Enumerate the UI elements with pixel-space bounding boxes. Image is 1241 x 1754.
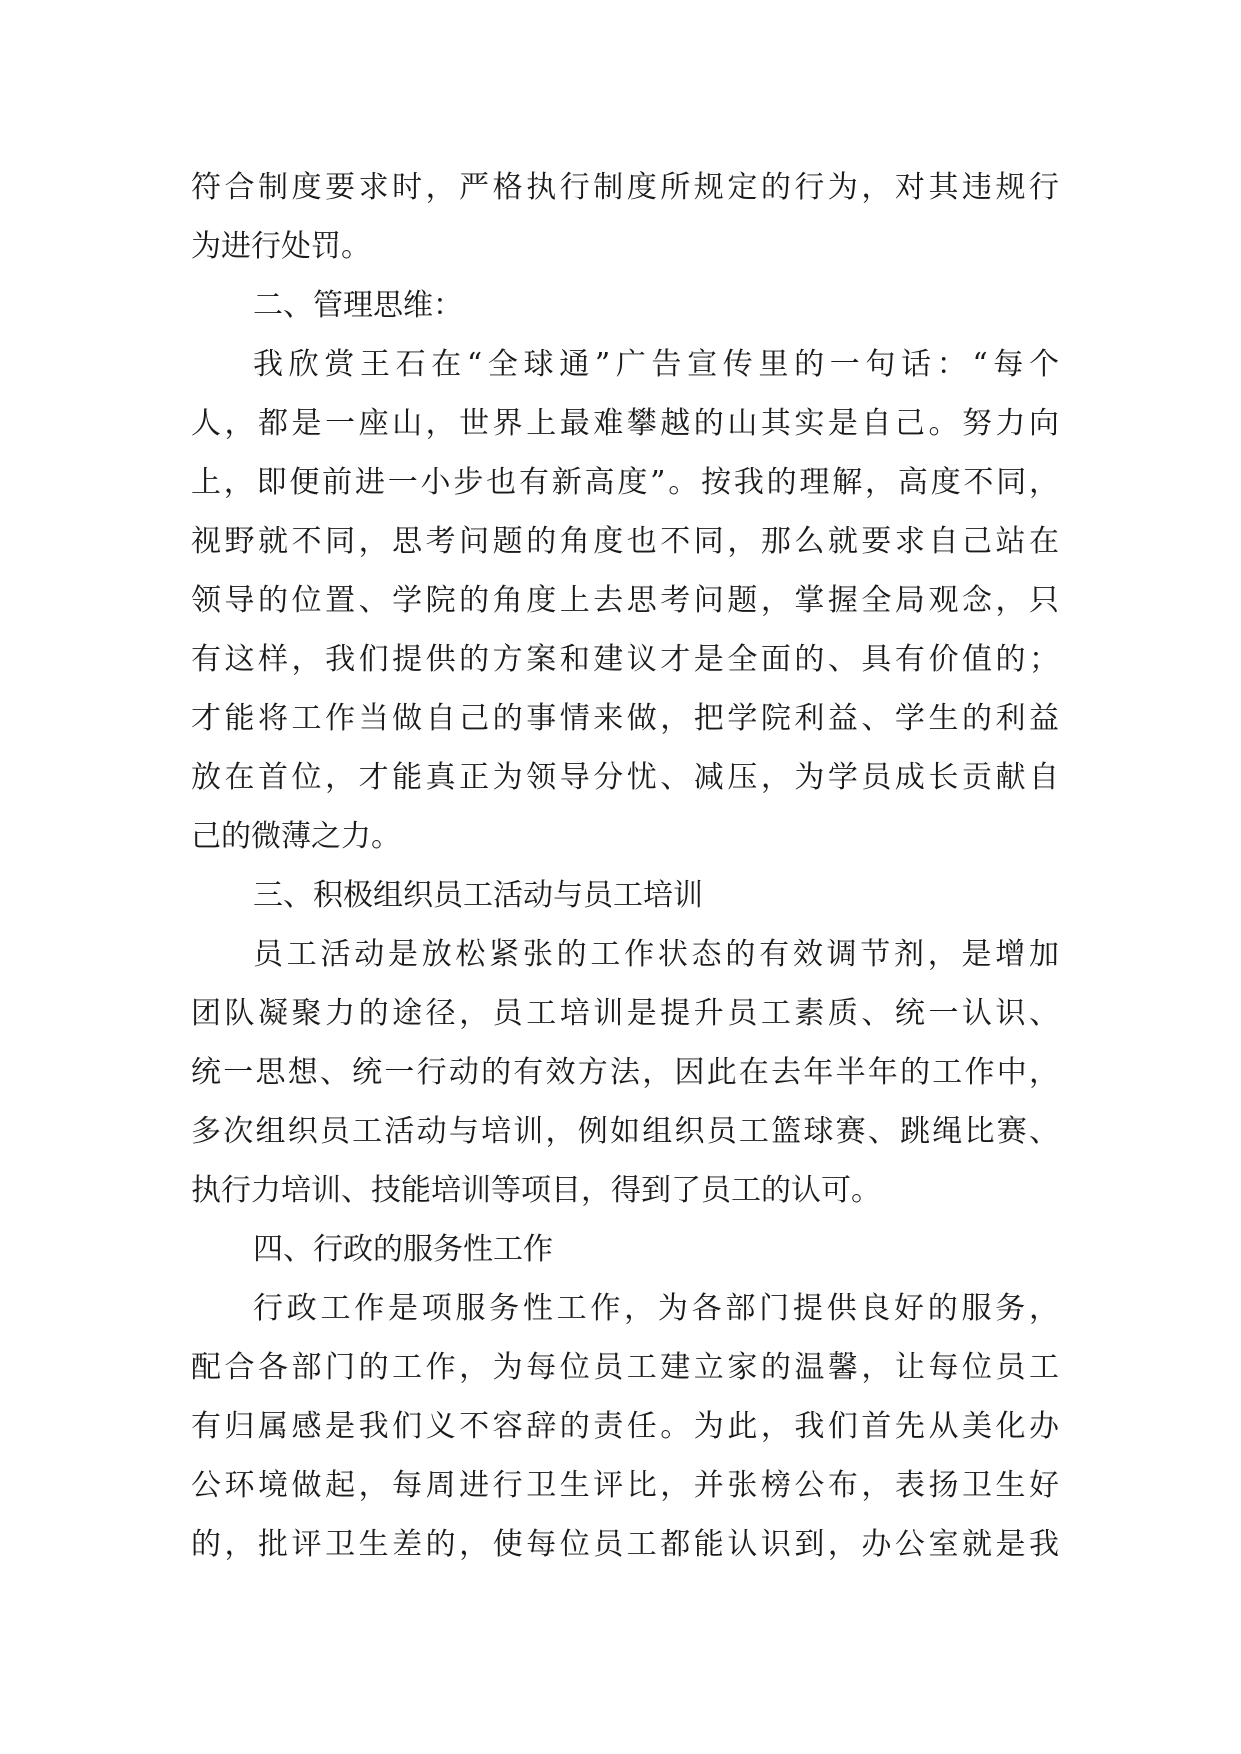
text-line: 公环境做起，每周进行卫生评比，并张榜公布，表扬卫生好 (191, 1468, 1059, 1503)
text-line: 执行力培训、技能培训等项目，得到了员工的认可。 (191, 1173, 881, 1208)
text-line: 统一思想、统一行动的有效方法，因此在去年半年的工作中， (191, 1055, 1059, 1090)
text-line: 团队凝聚力的途径，员工培训是提升员工素质、统一认识、 (191, 996, 1059, 1031)
text-line: 符合制度要求时，严格执行制度所规定的行为，对其违规行 (191, 170, 1059, 205)
text-line: 我欣赏王石在“全球通”广告宣传里的一句话：“每个 (253, 347, 1059, 382)
text-line: 放在首位，才能真正为领导分忧、减压，为学员成长贡献自 (191, 760, 1059, 795)
document-body (191, 158, 1059, 1574)
text-line: 己的微薄之力。 (191, 819, 401, 854)
text-line: 才能将工作当做自己的事情来做，把学院利益、学生的利益 (191, 701, 1059, 736)
text-line: 为进行处罚。 (191, 229, 371, 264)
text-line: 配合各部门的工作，为每位员工建立家的温馨，让每位员工 (191, 1350, 1059, 1385)
text-line: 的，批评卫生差的，使每位员工都能认识到，办公室就是我 (191, 1527, 1059, 1562)
text-line: 行政工作是项服务性工作，为各部门提供良好的服务， (253, 1291, 1059, 1326)
text-line: 员工活动是放松紧张的工作状态的有效调节剂，是增加 (253, 937, 1059, 972)
text-line: 上，即便前进一小步也有新高度”。按我的理解，高度不同， (191, 465, 1059, 500)
text-line: 有归属感是我们义不容辞的责任。为此，我们首先从美化办 (191, 1409, 1059, 1444)
text-line: 人，都是一座山，世界上最难攀越的山其实是自己。努力向 (191, 406, 1059, 441)
section-heading: 四、行政的服务性工作 (253, 1232, 553, 1267)
text-line: 有这样，我们提供的方案和建议才是全面的、具有价值的； (191, 642, 1059, 677)
text-line: 多次组织员工活动与培训，例如组织员工篮球赛、跳绳比赛、 (191, 1114, 1059, 1149)
section-heading: 二、管理思维： (253, 288, 463, 323)
section-heading: 三、积极组织员工活动与员工培训 (253, 878, 703, 913)
text-line: 领导的位置、学院的角度上去思考问题，掌握全局观念，只 (191, 583, 1059, 618)
text-line: 视野就不同，思考问题的角度也不同，那么就要求自己站在 (191, 524, 1059, 559)
